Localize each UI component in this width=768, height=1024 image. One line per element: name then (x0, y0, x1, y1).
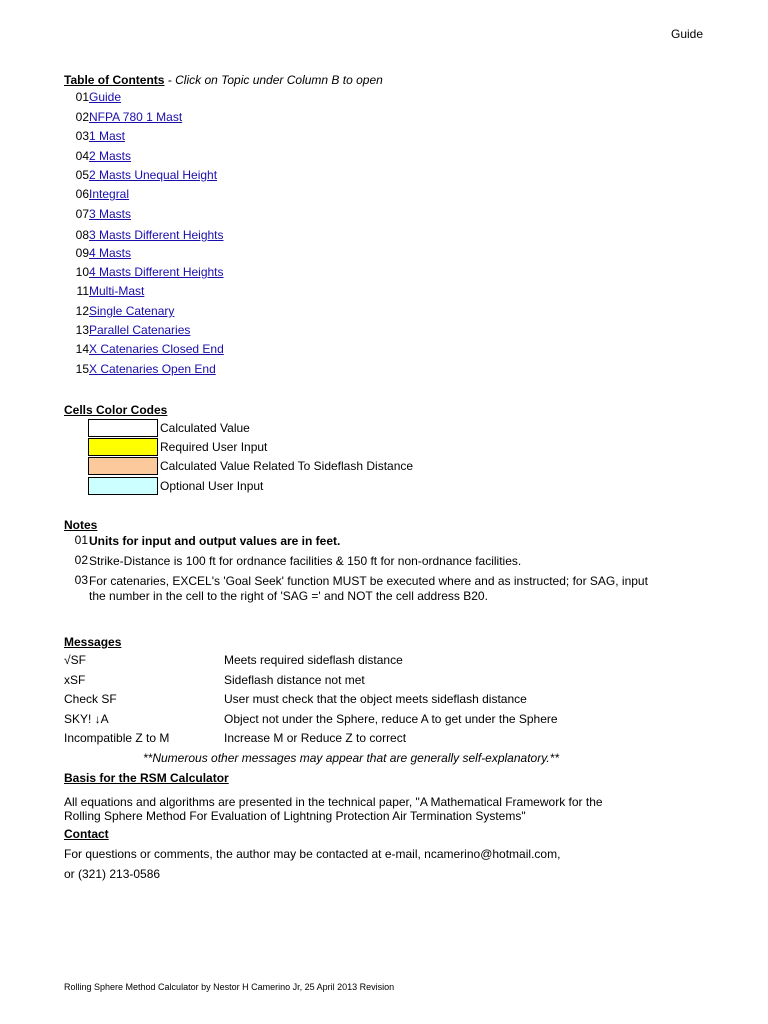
toc-heading: Table of Contents (64, 73, 165, 87)
color-code-label: Optional User Input (160, 479, 264, 493)
toc-item-number: 14 (75, 342, 89, 356)
color-code-label: Calculated Value Related To Sideflash Distance (160, 459, 414, 473)
note-text-line-2: the number in the cell to the right of 'SAG =' and NOT the cell address B20. (89, 589, 488, 603)
basis-text-line-2: Rolling Sphere Method For Evaluation of Lightning Protection Air Termination Systems" (64, 809, 526, 823)
messages-footnote: **Numerous other messages may appear that are generally self-explanatory.** (143, 751, 559, 765)
basis-heading: Basis for the RSM Calculator (64, 771, 229, 785)
contact-text-line-2: or (321) 213-0586 (64, 867, 161, 881)
toc-subtitle: - Click on Topic under Column B to open (164, 73, 383, 87)
basis-text-line-1: All equations and algorithms are presented in the technical paper, "A Mathematical Framework for the (64, 795, 603, 809)
message-description: Meets required sideflash distance (224, 653, 403, 667)
toc-item-number: 01 (75, 90, 89, 104)
note-number: 03 (74, 573, 88, 587)
toc-item-number: 03 (75, 129, 89, 143)
toc-item-number: 15 (75, 362, 89, 376)
note-number: 02 (74, 553, 88, 567)
toc-item-number: 09 (75, 246, 89, 260)
toc-item (70, 205, 131, 223)
toc-link-x-catenaries-open-end[interactable]: X Catenaries Open End (89, 362, 216, 376)
color-swatch-yellow (88, 438, 158, 456)
toc-link-3-masts-different-heights[interactable]: 3 Masts Different Heights (89, 228, 224, 242)
toc-link-single-catenary[interactable]: Single Catenary (89, 304, 175, 318)
toc-link-x-catenaries-closed-end[interactable]: X Catenaries Closed End (89, 342, 224, 356)
toc-item (70, 263, 224, 281)
toc-link-guide[interactable]: Guide (89, 90, 122, 104)
toc-item (70, 147, 131, 165)
toc-item-number: 04 (75, 149, 89, 163)
message-code: √SF (64, 653, 86, 667)
toc-item (70, 244, 131, 262)
toc-link-4-masts[interactable]: 4 Masts (89, 246, 132, 260)
page-footer: Rolling Sphere Method Calculator by Nestor H Camerino Jr, 25 April 2013 Revision (64, 982, 395, 992)
note-text: Units for input and output values are in feet. (89, 534, 341, 548)
toc-item (70, 108, 182, 126)
note-number: 01 (74, 533, 88, 547)
messages-heading: Messages (64, 635, 122, 649)
toc-link-parallel-catenaries[interactable]: Parallel Catenaries (89, 323, 191, 337)
message-code: xSF (64, 673, 86, 687)
toc-item (70, 321, 190, 339)
message-description: Object not under the Sphere, reduce A to get under the Sphere (224, 712, 558, 726)
note-text-line-1: For catenaries, EXCEL's 'Goal Seek' function MUST be executed where and as instructed; for SAG, input (89, 574, 648, 588)
message-code: SKY! ↓A (64, 712, 109, 726)
toc-item-number: 06 (75, 187, 89, 201)
notes-heading: Notes (64, 518, 98, 532)
toc-item (70, 88, 121, 106)
toc-item (70, 282, 144, 300)
color-swatch-orange (88, 457, 158, 475)
toc-item (70, 340, 224, 358)
toc-item (70, 226, 224, 244)
toc-link-multi-mast[interactable]: Multi-Mast (89, 284, 145, 298)
page-label: Guide (671, 27, 704, 41)
toc-link-nfpa-780-1-mast[interactable]: NFPA 780 1 Mast (89, 110, 183, 124)
message-code: Check SF (64, 692, 117, 706)
message-description: Increase M or Reduce Z to correct (224, 731, 407, 745)
toc-header (64, 72, 383, 88)
toc-item (70, 360, 216, 378)
toc-item-number: 08 (75, 228, 89, 242)
toc-item-number: 02 (75, 110, 89, 124)
message-description: Sideflash distance not met (224, 673, 365, 687)
toc-item-number: 05 (75, 168, 89, 182)
toc-item (70, 302, 174, 320)
color-code-label: Required User Input (160, 440, 268, 454)
toc-item-number: 11 (76, 284, 89, 298)
toc-link-4-masts-different-heights[interactable]: 4 Masts Different Heights (89, 265, 224, 279)
toc-link-2-masts[interactable]: 2 Masts (89, 149, 132, 163)
color-swatch-white (88, 419, 158, 437)
toc-item (70, 185, 129, 203)
toc-item-number: 10 (75, 265, 89, 279)
toc-item (70, 127, 125, 145)
toc-item-number: 13 (75, 323, 89, 337)
toc-item (70, 166, 217, 184)
note-text: Strike-Distance is 100 ft for ordnance facilities & 150 ft for non-ordnance facilities. (89, 554, 522, 568)
message-code: Incompatible Z to M (64, 731, 170, 745)
message-description: User must check that the object meets sideflash distance (224, 692, 527, 706)
contact-text-line-1: For questions or comments, the author may be contacted at e-mail, ncamerino@hotmail.com, (64, 847, 561, 861)
color-swatch-cyan (88, 477, 158, 495)
toc-link-2-masts-unequal-height[interactable]: 2 Masts Unequal Height (89, 168, 218, 182)
toc-item-number: 07 (75, 207, 89, 221)
toc-link-integral[interactable]: Integral (89, 187, 130, 201)
toc-link-3-masts[interactable]: 3 Masts (89, 207, 132, 221)
color-code-label: Calculated Value (160, 421, 250, 435)
toc-link-1-mast[interactable]: 1 Mast (89, 129, 126, 143)
toc-item-number: 12 (75, 304, 89, 318)
color-codes-heading: Cells Color Codes (64, 403, 168, 417)
contact-heading: Contact (64, 827, 109, 841)
